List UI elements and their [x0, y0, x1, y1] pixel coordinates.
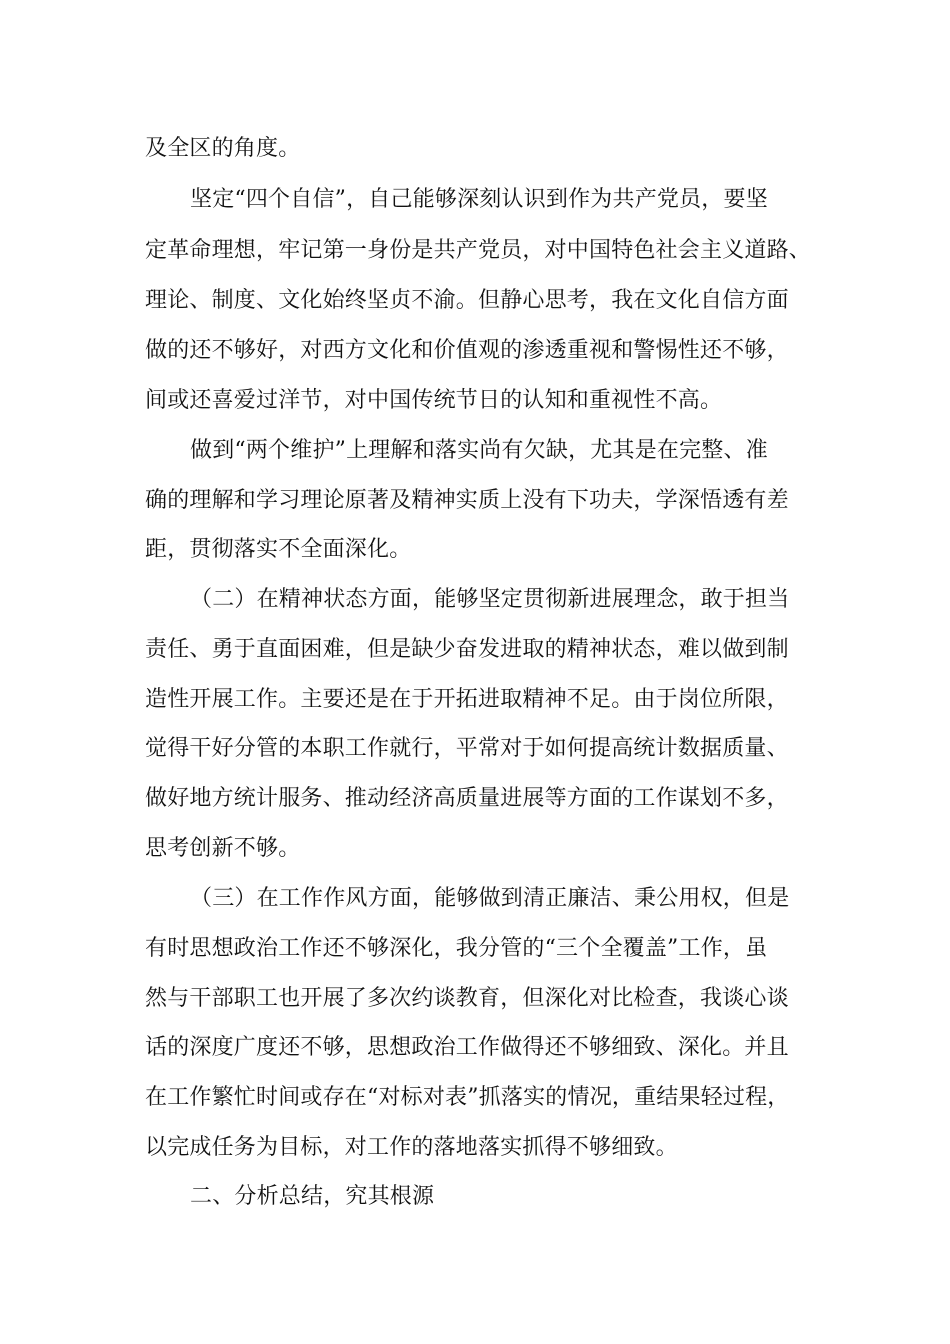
paragraph-first-line: 做到“两个维护”上理解和落实尚有欠缺，尤其是在完整、准: [190, 438, 768, 463]
paragraph-first-line: （二）在精神状态方面，能够坚定贯彻新进展理念，敢于担当: [190, 587, 790, 612]
section-heading: 二、分析总结，究其根源: [190, 1184, 435, 1209]
text-line: 理论、制度、文化始终坚贞不渝。但静心思考，我在文化自信方面: [145, 288, 789, 313]
paragraph-first-line: 坚定“四个自信”，自己能够深刻认识到作为共产党员，要坚: [190, 187, 768, 212]
text-line: 话的深度广度还不够，思想政治工作做得还不够细致、深化。并且: [145, 1035, 789, 1060]
text-line: 以完成任务为目标，对工作的落地落实抓得不够细致。: [145, 1135, 678, 1160]
paragraph-first-line: （三）在工作作风方面，能够做到清正廉洁、秉公用权，但是: [190, 886, 790, 911]
text-line: 觉得干好分管的本职工作就行，平常对于如何提高统计数据质量、: [145, 736, 789, 761]
text-line: 确的理解和学习理论原著及精神实质上没有下功夫，学深悟透有差: [145, 488, 789, 513]
text-line: 有时思想政治工作还不够深化，我分管的“三个全覆盖”工作，虽: [145, 936, 768, 961]
text-line: 造性开展工作。主要还是在于开拓进取精神不足。由于岗位所限，: [145, 687, 789, 712]
text-line: 做的还不够好，对西方文化和价值观的渗透重视和警惕性还不够，: [145, 338, 789, 363]
text-line: 在工作繁忙时间或存在“对标对表”抓落实的情况，重结果轻过程，: [145, 1085, 790, 1110]
text-line: 做好地方统计服务、推动经济高质量进展等方面的工作谋划不多，: [145, 786, 789, 811]
text-line: 间或还喜爱过洋节，对中国传统节日的认知和重视性不高。: [145, 388, 723, 413]
text-line: 定革命理想，牢记第一身份是共产党员，对中国特色社会主义道路、: [145, 238, 812, 263]
text-line: 及全区的角度。: [145, 136, 301, 161]
text-line: 责任、勇于直面困难，但是缺少奋发进取的精神状态，难以做到制: [145, 637, 789, 662]
text-line: 距，贯彻落实不全面深化。: [145, 537, 412, 562]
text-line: 思考创新不够。: [145, 836, 301, 861]
text-line: 然与干部职工也开展了多次约谈教育，但深化对比检查，我谈心谈: [145, 986, 789, 1011]
